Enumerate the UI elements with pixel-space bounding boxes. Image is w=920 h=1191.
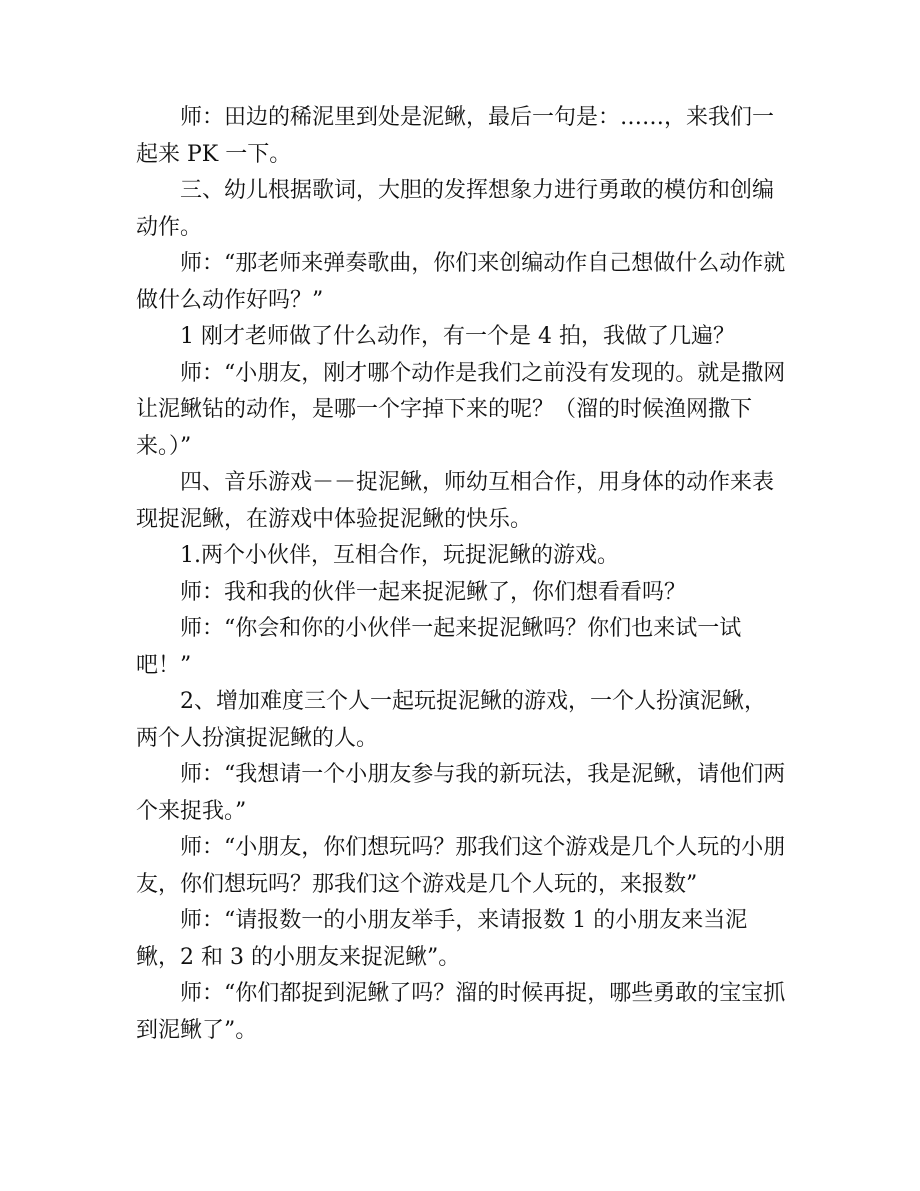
paragraph: 师：“那老师来弹奏歌曲，你们来创编动作自己想做什么动作就做什么动作好吗？” (136, 251, 786, 313)
paragraph: 师：我和我的伙伴一起来捉泥鳅了，你们想看看吗？ (180, 579, 687, 605)
section-heading: 四、音乐游戏－－捉泥鳅，师幼互相合作，用身体的动作来表现捉泥鳅，在游戏中体验捉泥鳅的快乐。 (136, 470, 775, 532)
paragraph: 师：“小朋友，你们想玩吗？那我们这个游戏是几个人玩的小朋友，你们想玩吗？那我们这个游戏是几个人玩的，来报数” (136, 835, 786, 897)
paragraph: 师：“你们都捉到泥鳅了吗？溜的时候再捉，哪些勇敢的宝宝抓到泥鳅了”。 (136, 981, 786, 1043)
paragraph: 1 刚才老师做了什么动作，有一个是 4 拍，我做了几遍？ (180, 324, 735, 349)
paragraph: 师：“请报数一的小朋友举手，来请报数 1 的小朋友来当泥鳅，2 和 3 的小朋友来捉泥鳅”。 (136, 908, 748, 970)
section-heading: 三、幼儿根据歌词，大胆的发挥想象力进行勇敢的模仿和创编动作。 (136, 178, 775, 240)
paragraph: 师：“你会和你的小伙伴一起来捉泥鳅吗？你们也来试一试吧！” (136, 616, 742, 678)
paragraph: 2、增加难度三个人一起玩捉泥鳅的游戏，一个人扮演泥鳅，两个人扮演捉泥鳅的人。 (136, 689, 766, 751)
document-body (136, 100, 786, 1049)
paragraph: 1.两个小伙伴，互相合作，玩捉泥鳅的游戏。 (180, 543, 619, 568)
paragraph: 师：田边的稀泥里到处是泥鳅，最后一句是：……，来我们一起来 PK 一下。 (136, 105, 775, 167)
paragraph: 师：“小朋友，刚才哪个动作是我们之前没有发现的。就是撒网让泥鳅钻的动作，是哪一个字掉下来的呢？（溜的时候渔网撒下来。）” (136, 360, 786, 459)
paragraph: 师：“我想请一个小朋友参与我的新玩法，我是泥鳅，请他们两个来捉我。” (136, 762, 786, 824)
